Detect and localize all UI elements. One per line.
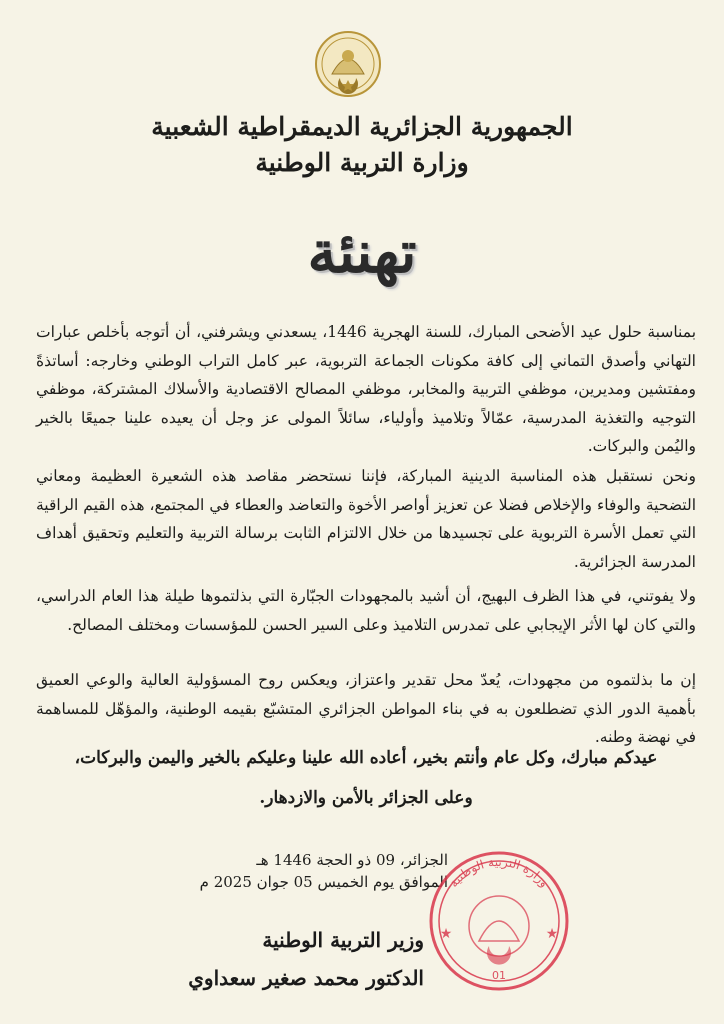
- date-gregorian: الموافق يوم الخميس 05 جوان 2025 م: [199, 873, 448, 891]
- paragraph-1: بمناسبة حلول عيد الأضحى المبارك، للسنة الهجرية 1446، يسعدني ويشرفني، أن أتوجه بأخلص عبارات التهاني وأصدق التماني إلى كافة مكونات الجماعة التربوية، عبر كامل التراب الوطني وخارجه: أساتذةً ومفتشين ومديرين، موظفي التربية والمخابر، موظفي المصالح الاقتصادية والأسلاك المشتركة، موظفي التوجيه والتغذية المدرسية، عمّالاً وتلاميذ وأولياء، سائلاً المولى عز وجل أن يعيده علينا جميعًا بالخير واليُمن والبركات.: [36, 323, 697, 455]
- ministry-heading: وزارة التربية الوطنية: [255, 148, 469, 177]
- official-stamp: [424, 846, 574, 996]
- star-icon: ★: [439, 926, 453, 942]
- closing-line-2: وعلى الجزائر بالأمن والازدهار.: [259, 788, 473, 808]
- paragraph-2: ونحن نستقبل هذه المناسبة الدينية المباركة، فإننا نستحضر مقاصد هذه الشعيرة العظيمة ومعاني التضحية والوفاء والإخلاص فضلا عن تعزيز أواصر الأخوة والتعاضد والعطاء في المجتمع، هذه القيم الراقية التي تعمل الأسرة التربوية على تجسيدها من خلال الالتزام الثابت برسالة التربية والتعليم وتحقيق أهداف المدرسة الجزائرية.: [36, 467, 696, 571]
- paragraph-4: إن ما بذلتموه من مجهودات، يُعدّ محل تقدير واعتزاز، ويعكس روح المسؤولية العالية والوعي العميق بأهمية الدور الذي تضطلعون به في بناء المواطن الجزائري المتشبّع بقيمه الوطنية، والمؤهّل للمساهمة في نهضة وطنه.: [36, 671, 696, 746]
- signature-role: وزير التربية الوطنية: [262, 928, 424, 952]
- page-title: تهنئة: [307, 218, 417, 286]
- republic-heading: الجمهورية الجزائرية الديمقراطية الشعبية: [151, 112, 573, 141]
- paragraph-3: ولا يفوتني، في هذا الظرف البهيج، أن أشيد بالمجهودات الجبّارة التي بذلتموها طيلة هذا العام الدراسي، والتي كان لها الأثر الإيجابي على تمدرس التلاميذ وعلى السير الحسن للمؤسسات ومختلف المصالح.: [36, 587, 696, 634]
- national-emblem-icon: [314, 30, 382, 98]
- star-icon: ★: [545, 926, 559, 942]
- stamp-number: 01: [492, 969, 506, 982]
- date-hijri: الجزائر، 09 ذو الحجة 1446 هـ: [256, 851, 448, 869]
- closing-line-1: عيدكم مبارك، وكل عام وأنتم بخير، أعاده الله علينا وعليكم بالخير واليمن والبركات،: [74, 748, 658, 768]
- signature-name: الدكتور محمد صغير سعداوي: [188, 966, 424, 990]
- stamp-text: وزارة التربية الوطنية: [446, 854, 552, 890]
